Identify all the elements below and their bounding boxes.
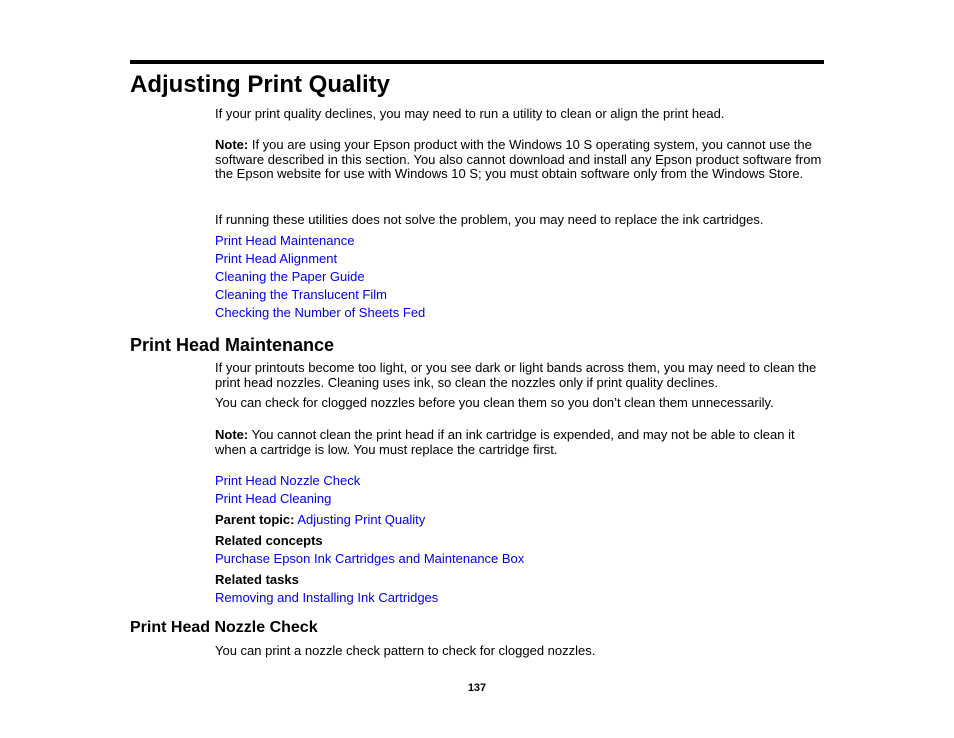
note-text: You cannot clean the print head if an ink cartridge is expended, and may not be able to clean it when a cartridge is low. You must replace the cartridge first. <box>215 427 795 457</box>
link-print-head-alignment[interactable]: Print Head Alignment <box>215 251 338 266</box>
related-tasks-label: Related tasks <box>215 572 299 587</box>
parent-topic-label: Parent topic: <box>215 512 295 527</box>
intro-paragraph: If your print quality declines, you may need to run a utility to clean or align the print head. <box>215 106 725 121</box>
link-print-head-nozzle-check[interactable]: Print Head Nozzle Check <box>215 473 361 488</box>
page-number: 137 <box>467 682 487 694</box>
followup-paragraph: If running these utilities does not solve the problem, you may need to replace the ink cartridges. <box>215 212 764 227</box>
note-label: Note: <box>215 137 249 152</box>
link-checking-sheets-fed[interactable]: Checking the Number of Sheets Fed <box>215 305 426 320</box>
link-print-head-cleaning[interactable]: Print Head Cleaning <box>215 491 332 506</box>
related-concepts-label: Related concepts <box>215 533 323 548</box>
nozzle-check-paragraph: You can print a nozzle check pattern to check for clogged nozzles. <box>215 643 596 658</box>
page-title: Adjusting Print Quality <box>130 71 391 98</box>
link-cleaning-paper-guide[interactable]: Cleaning the Paper Guide <box>215 269 365 284</box>
parent-topic <box>215 512 425 528</box>
windows-note <box>215 138 827 182</box>
maintenance-paragraph: If your printouts become too light, or you see dark or light bands across them, you may need to clean the print head nozzles. Cleaning uses ink, so clean the nozzles only if print quality declines. <box>215 360 817 390</box>
link-purchase-ink-cartridges[interactable]: Purchase Epson Ink Cartridges and Maintenance Box <box>215 551 525 566</box>
section-heading-nozzle-check: Print Head Nozzle Check <box>130 619 318 636</box>
link-removing-installing-cartridges[interactable]: Removing and Installing Ink Cartridges <box>215 590 439 605</box>
note-text: If you are using your Epson product with the Windows 10 S operating system, you cannot use the software described in this section. You also cannot download and install any Epson product software from the Epson website for use with Windows 10 S; you must obtain software only from the Windows Store. <box>215 137 822 182</box>
link-print-head-maintenance[interactable]: Print Head Maintenance <box>215 233 355 248</box>
cartridge-note <box>215 428 827 457</box>
top-rule <box>130 60 824 64</box>
section-heading-print-head-maintenance: Print Head Maintenance <box>130 335 335 355</box>
clogged-nozzles-paragraph: You can check for clogged nozzles before you clean them so you don’t clean them unnecessarily. <box>215 395 774 410</box>
link-cleaning-translucent-film[interactable]: Cleaning the Translucent Film <box>215 287 387 302</box>
note-label: Note: <box>215 427 249 442</box>
link-parent-adjusting-print-quality[interactable]: Adjusting Print Quality <box>297 512 426 527</box>
